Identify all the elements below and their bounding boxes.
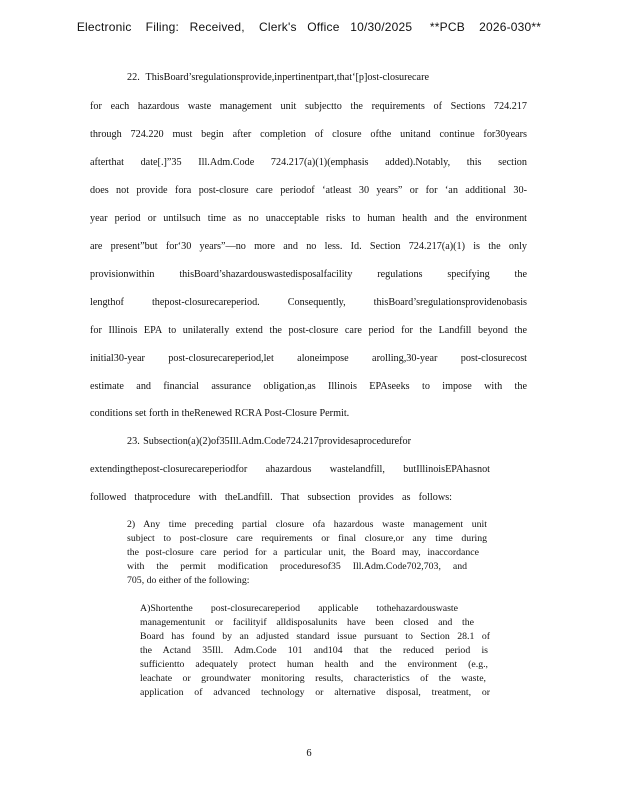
page-number: 6	[306, 748, 312, 759]
body-line: lengthof thepost-closurecareperiod. Consequently, thisBoard’sregulationsprovidenobasis	[90, 297, 527, 308]
quote-line: 705, do either of the following:	[127, 575, 250, 586]
quote-line: A)Shortenthe post-closurecareperiod applicable tothehazardouswaste	[140, 603, 458, 614]
quote-line: the post-closure care period for a particular unit, the Board may, inaccordance	[127, 547, 479, 558]
quote-line: managementunit or facilityif alldisposalunits have been closed and the	[140, 617, 474, 628]
body-line: estimate and financial assurance obligation,as Illinois EPAseeks to impose with the	[90, 381, 527, 392]
body-line: extendingthepost-closurecareperiodfor ahazardous wastelandfill, butIllinoisEPAhasnot	[90, 464, 490, 475]
quote-line: application of advanced technology or alternative disposal, treatment, or	[140, 687, 490, 698]
body-line: 22. ThisBoard’sregulationsprovide,inpertinentpart,that‘[p]ost-closurecare	[127, 72, 429, 83]
body-line: through 724.220 must begin after completion of closure ofthe unitand continue for30years	[90, 129, 527, 140]
body-line: afterthat date[.]”35 Ill.Adm.Code 724.217(a)(1)(emphasis added).Notably, this section	[90, 157, 527, 168]
quote-line: with the permit modification proceduresof35 Ill.Adm.Code702,703, and	[127, 561, 467, 572]
quote-line: sufficientto adequately protect human health and the environment (e.g.,	[140, 659, 488, 670]
body-line: are present”but for‘30 years”—no more and no less. Id. Section 724.217(a)(1) is the only	[90, 241, 527, 252]
body-line: initial30-year post-closurecareperiod,let aloneimpose arolling,30-year post-closurecost	[90, 353, 527, 364]
body-line: does not provide fora post-closure care periodof ‘atleast 30 years” or for ‘an additional 30-	[90, 185, 527, 196]
body-line: followed thatprocedure with theLandfill. That subsection provides as follows:	[90, 492, 452, 503]
body-line: 23. Subsection(a)(2)of35Ill.Adm.Code724.217providesaprocedurefor	[127, 436, 411, 447]
quote-line: subject to post-closure care requirements or final closure,or any time during	[127, 533, 487, 544]
body-line: conditions set forth in theRenewed RCRA Post-Closure Permit.	[90, 408, 350, 419]
body-line: provisionwithin thisBoard’shazardouswastedisposalfacility regulations specifying the	[90, 269, 527, 280]
body-line: year period or untilsuch time as no unacceptable risks to human health and the environment	[90, 213, 527, 224]
filing-header: Electronic Filing: Received, Clerk's Office 10/30/2025 **PCB 2026-030**	[76, 20, 542, 34]
body-line: for Illinois EPA to unilaterally extend the post-closure care period for the Landfill beyond the	[90, 325, 527, 336]
quote-line: 2) Any time preceding partial closure ofa hazardous waste management unit	[127, 519, 487, 530]
body-line: for each hazardous waste management unit subjectto the requirements of Sections 724.217	[90, 101, 527, 112]
quote-line: Board has found by an adjusted standard issue pursuant to Section 28.1 of	[140, 631, 490, 642]
quote-line: leachate or groundwater monitoring results, characteristics of the waste,	[140, 673, 486, 684]
quote-line: the Actand 35Ill. Adm.Code 101 and104 that the reduced period is	[140, 645, 488, 656]
